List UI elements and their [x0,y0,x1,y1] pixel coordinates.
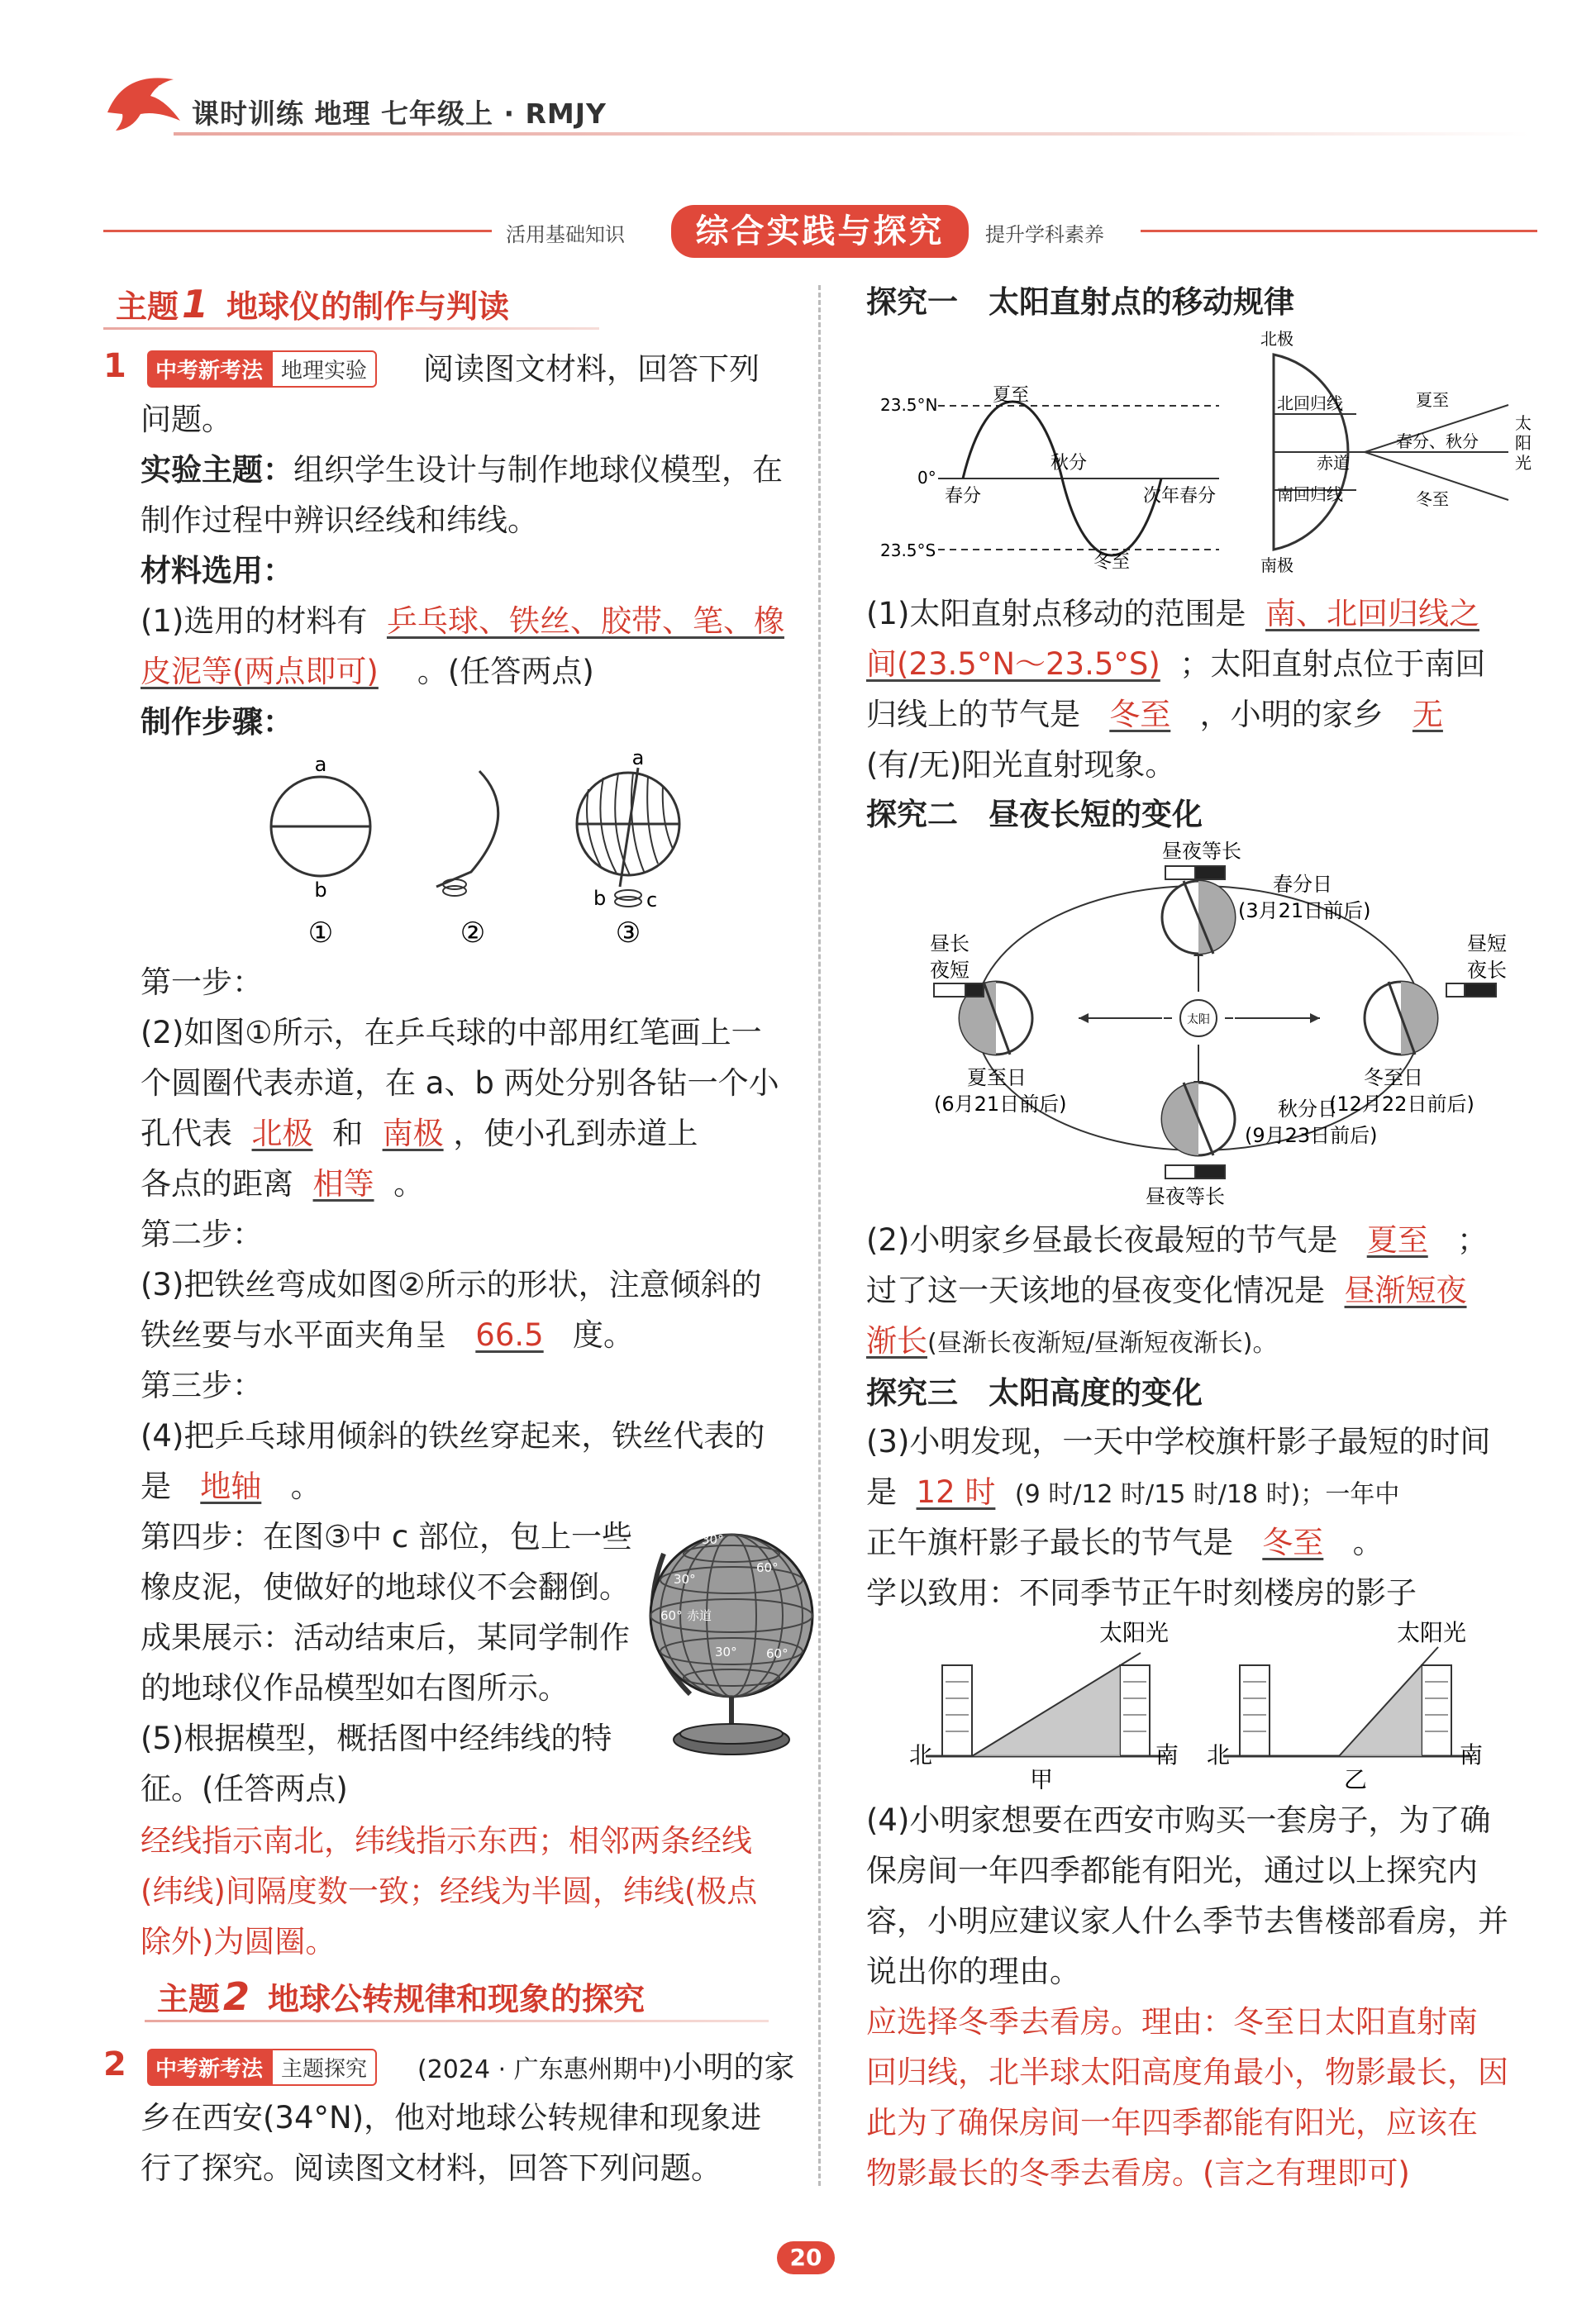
topic1-heading [116,281,509,326]
e3-answer-line3: 此为了确保房间一年四季都能有阳光，应该在 [866,2105,1478,2140]
half-summer: 夏至 [1416,390,1449,410]
building-shadow-diagram [893,1616,1504,1789]
e2-q2-answer3: 渐长 [866,1323,927,1359]
topic2-title: 地球公转规律和现象的探究 [268,1981,646,2017]
q2-badge-main: 中考新考法 [147,2049,271,2086]
bld-b-north [1240,1665,1270,1756]
orbit-spring-date: (3月21日前后) [1238,899,1371,922]
sun-label: 太阳 [1187,1013,1210,1026]
fig1-label: ① [307,917,334,950]
fig3-a: a [631,748,645,769]
banner-line-left [103,230,492,232]
q1-p2-line4: 各点的距离 相等 。 [141,1166,425,1202]
e2-q2-answer2: 昼渐短夜 [1344,1273,1467,1308]
bld-a-north [942,1665,972,1756]
e2-q2-line3: 渐长(昼渐长夜渐短/昼渐短夜渐长)。 [866,1323,1278,1359]
q1-theme-line1 [141,445,783,495]
e3-q3-line1: (3)小明发现，一天中学校旗杆影子最短的时间 [866,1424,1491,1459]
orbit-top-label: 昼夜等长 [1162,840,1241,863]
globe-label-2: 30° [674,1572,696,1587]
banner-right: 提升学科素养 [985,223,1104,246]
explore3-title: 探究三 太阳高度的变化 [866,1375,1203,1411]
earth-winter [1365,982,1437,1055]
orbit-summer-date: (6月21日前后) [934,1093,1067,1116]
orbit-winter-date: (12月22日前后) [1329,1093,1475,1116]
globe-label-3: 60° [660,1608,683,1623]
header-rule [174,132,1529,136]
fig3-c: c [646,888,658,912]
header-title: 课时训练 地理 七年级上 · RMJY [192,98,607,130]
e3-apply: 学以致用：不同季节正午时刻楼房的影子 [866,1575,1417,1611]
q1-step3: 第三步： [141,1368,263,1403]
bld-s2: 南 [1460,1741,1484,1769]
q1-p3-line1: (3)把铁丝弯成如图②所示的形状，注意倾斜的 [141,1267,762,1302]
q2-badge [147,2049,377,2086]
topic1-underline [103,327,599,330]
orbit-winter: 冬至日 [1364,1066,1423,1089]
q1-result-line2: 的地球仪作品模型如右图所示。 [141,1670,569,1706]
q2-source: (2024 · 广东惠州期中) [417,2055,673,2084]
q1-theme-label: 实验主题： [141,452,293,488]
half-globe-diagram [1244,326,1541,578]
q2-badge-sub: 主题探究 [271,2049,377,2086]
e3-q4-line4: 说出你的理由。 [866,1954,1080,1989]
e3-q4-line3: 容，小明应建议家人什么季节去售楼部看房，并 [866,1903,1508,1939]
e3-q3-line2: 是 12 时 (9 时/12 时/15 时/18 时)；一年中 [866,1474,1400,1510]
half-south-pole: 南极 [1260,555,1293,575]
topic2-number: 2 [223,1974,250,2019]
orbit-autumn-date: (9月23日前后) [1245,1124,1378,1147]
q1-p2-answer1: 北极 [251,1116,313,1151]
fig2-label: ② [460,917,486,950]
q1-theme-text1: 组织学生设计与制作地球仪模型，在 [293,452,783,488]
q1-intro2: 问题。 [141,402,232,437]
orbit-bottom-label: 昼夜等长 [1146,1185,1225,1207]
wave-winter: 冬至 [1093,552,1131,573]
e1-q1-line4: (有/无)阳光直射现象。 [866,747,1176,783]
q1-p5-line1: (5)根据模型，概括图中经纬线的特 [141,1721,612,1756]
q1-steps-label: 制作步骤： [141,704,293,740]
q1-p4-answer: 地轴 [200,1469,262,1504]
q1-intro1: 阅读图文材料，回答下列 [423,351,760,387]
solar-point-wave [872,376,1236,574]
globe-label-4: 60° [756,1560,779,1575]
globe-label-5: 赤道 [687,1608,712,1623]
e2-q2-answer1: 夏至 [1366,1222,1428,1258]
e3-q3-answer1: 12 时 [916,1474,996,1510]
e3-q3-answer2: 冬至 [1262,1525,1324,1560]
orbit-left-bot: 夜短 [930,959,970,982]
q2-line2: 乡在西安(34°N)，他对地球公转规律和现象进 [141,2100,762,2135]
q1-p5-answer-line2: (纬线)间隔度数一致；经线为半圆，纬线(极点 [141,1874,758,1909]
bld-s1: 南 [1155,1741,1179,1769]
fig3-b: b [593,887,607,910]
wave-autumn: 秋分 [1050,453,1088,474]
half-sun-2: 阳 [1515,433,1532,453]
bld-label-a: 甲 [1029,1766,1054,1789]
half-north-pole: 北极 [1260,329,1293,349]
q1-p2-line1: (2)如图①所示，在乒乓球的中部用红笔画上一 [141,1015,762,1050]
orbit-right-bot: 夜长 [1467,959,1507,982]
half-tropic-n: 北回归线 [1277,393,1343,413]
q1-p1-line1 [141,596,784,646]
q1-p2-line2: 个圆圈代表赤道，在 a、b 两处分别各钻一个小 [141,1065,779,1101]
fig1-b: b [314,878,327,902]
wave-next-spring: 次年春分 [1142,486,1217,507]
orbit-left-top: 昼长 [930,932,970,955]
q1-p5-answer-line3: 除外)为圆圈。 [141,1924,336,1959]
q1-p2-answer2: 南极 [382,1116,444,1151]
topic1-label: 主题 [116,288,179,325]
dolphin-logo [99,63,190,137]
q1-p1-pre: (1)选用的材料有 [141,603,368,639]
topic2-label: 主题 [157,1981,221,2017]
banner-line-right [1141,230,1537,232]
q2-line3: 行了探究。阅读图文材料，回答下列问题。 [141,2150,722,2186]
q1-material-label: 材料选用： [141,553,293,588]
earth-spring [1162,881,1235,954]
earth-autumn [1162,1083,1235,1155]
q2-number: 2 [103,2045,126,2083]
q1-number: 1 [103,347,126,385]
q1-p2-answer3: 相等 [312,1166,374,1202]
e1-q1-answer3: 冬至 [1109,697,1171,732]
q1-p5-line2: 征。(任答两点) [141,1771,348,1807]
q1-step4-line1: 第四步：在图③中 c 部位，包上一些 [141,1519,633,1555]
q1-p3-answer: 66.5 [475,1317,544,1353]
orbit-summer: 夏至日 [967,1066,1027,1089]
e3-answer-line1: 应选择冬季去看房。理由：冬至日太阳直射南 [866,2004,1478,2040]
bld-a-south [1120,1665,1150,1756]
half-equator: 赤道 [1317,453,1350,473]
bld-sun-a: 太阳光 [1099,1619,1170,1646]
e3-answer-line4: 物影最长的冬季去看房。(言之有理即可) [866,2155,1410,2191]
half-sun-1: 太 [1515,413,1532,433]
wave-spring: 春分 [944,486,982,507]
orbit-autumn: 秋分日 [1278,1097,1337,1121]
e3-answer-line2: 回归线，北半球太阳高度角最小，物影最长，因 [866,2055,1508,2090]
wave-23n: 23.5°N [880,395,938,415]
fig2-wire [436,771,498,887]
q1-p1-answer2: 皮泥等(两点即可) [141,654,379,689]
half-equinox: 春分、秋分 [1396,431,1479,451]
e3-q4-line1: (4)小明家想要在西安市购买一套房子，为了确 [866,1802,1491,1838]
q1-p1-line2 [141,646,594,697]
fig1-a: a [314,753,327,776]
q2-line1: (2024 · 广东惠州期中)小明的家 [417,2050,795,2085]
globe-label-6: 30° [715,1645,737,1659]
bld-sun-b: 太阳光 [1397,1619,1467,1646]
e1-q1-answer1: 南、北回归线之 [1265,596,1479,631]
topic1-number: 1 [182,282,209,326]
q1-badge-main: 中考新考法 [147,350,271,388]
bld-n1: 北 [909,1741,933,1769]
q1-p4-line2: 是 地轴 。 [141,1469,322,1504]
q1-p1-post: 。(任答两点) [417,654,594,689]
e1-q1-answer4: 无 [1412,697,1443,732]
half-winter: 冬至 [1416,489,1449,509]
wave-zero: 0° [917,468,936,488]
bld-n2: 北 [1207,1741,1231,1769]
page-number: 20 [777,2241,835,2274]
q1-step2: 第二步： [141,1217,263,1252]
explore1-title: 探究一 太阳直射点的移动规律 [866,284,1294,320]
q1-badge-sub: 地理实验 [271,350,377,388]
banner-center: 综合实践与探究 [671,205,969,258]
e1-q1-line3: 归线上的节气是 冬至 ，小明的家乡 无 [866,697,1443,732]
fig3-label: ③ [615,917,641,950]
globe-model [641,1504,814,1769]
e1-q1-answer2: 间(23.5°N～23.5°S) [866,646,1160,682]
q1-p5-answer-line1: 经线指示南北，纬线指示东西；相邻两条经线 [141,1823,752,1859]
orbit-right-top: 昼短 [1467,932,1507,955]
e1-q1-line2: 间(23.5°N～23.5°S) ；太阳直射点位于南回 [866,646,1486,682]
e2-q2-line2: 过了这一天该地的昼夜变化情况是 昼渐短夜 [866,1273,1467,1308]
e3-q4-line2: 保房间一年四季都能有阳光，通过以上探究内 [866,1853,1478,1888]
q1-p3-line2: 铁丝要与水平面夹角呈 66.5 度。 [141,1317,634,1353]
q1-result-line1: 成果展示：活动结束后，某同学制作 [141,1620,630,1655]
topic2-heading [157,1974,645,2019]
bld-label-b: 乙 [1343,1766,1368,1789]
q1-badge [147,350,377,388]
half-tropic-s: 南回归线 [1277,484,1343,504]
topic2-underline [145,2020,769,2022]
orbit-spring: 春分日 [1273,873,1332,896]
q1-p4-line1: (4)把乒乓球用倾斜的铁丝穿起来，铁丝代表的 [141,1418,765,1454]
wave-23s: 23.5°S [880,540,936,560]
globe-label-7: 60° [766,1646,788,1661]
e2-q2-line1: (2)小明家乡昼最长夜最短的节气是 夏至 ； [866,1222,1489,1258]
e3-q3-line3: 正午旗杆影子最长的节气是 冬至 。 [866,1525,1384,1560]
wave-summer: 夏至 [992,385,1030,406]
q1-step1: 第一步： [141,964,263,1000]
topic1-title: 地球仪的制作与判读 [226,288,510,325]
explore2-title: 探究二 昼夜长短的变化 [866,797,1203,832]
banner-left: 活用基础知识 [506,223,625,246]
column-divider [818,285,821,2186]
globe-label-1: 30° [702,1532,724,1547]
q1-p2-line3: 孔代表 北极 和 南极 ，使小孔到赤道上 [141,1116,698,1151]
orbit-diagram [917,835,1546,1207]
q1-p1-answer1: 乒乓球、铁丝、胶带、笔、橡 [386,603,784,639]
half-sun-3: 光 [1515,453,1532,473]
figure-steps [248,748,711,955]
q1-theme-line2: 制作过程中辨识经线和纬线。 [141,502,538,538]
q1-step4-line2: 橡皮泥，使做好的地球仪不会翻倒。 [141,1569,630,1605]
bld-b-south [1422,1665,1451,1756]
e1-q1-line1: (1)太阳直射点移动的范围是 南、北回归线之 [866,596,1479,631]
